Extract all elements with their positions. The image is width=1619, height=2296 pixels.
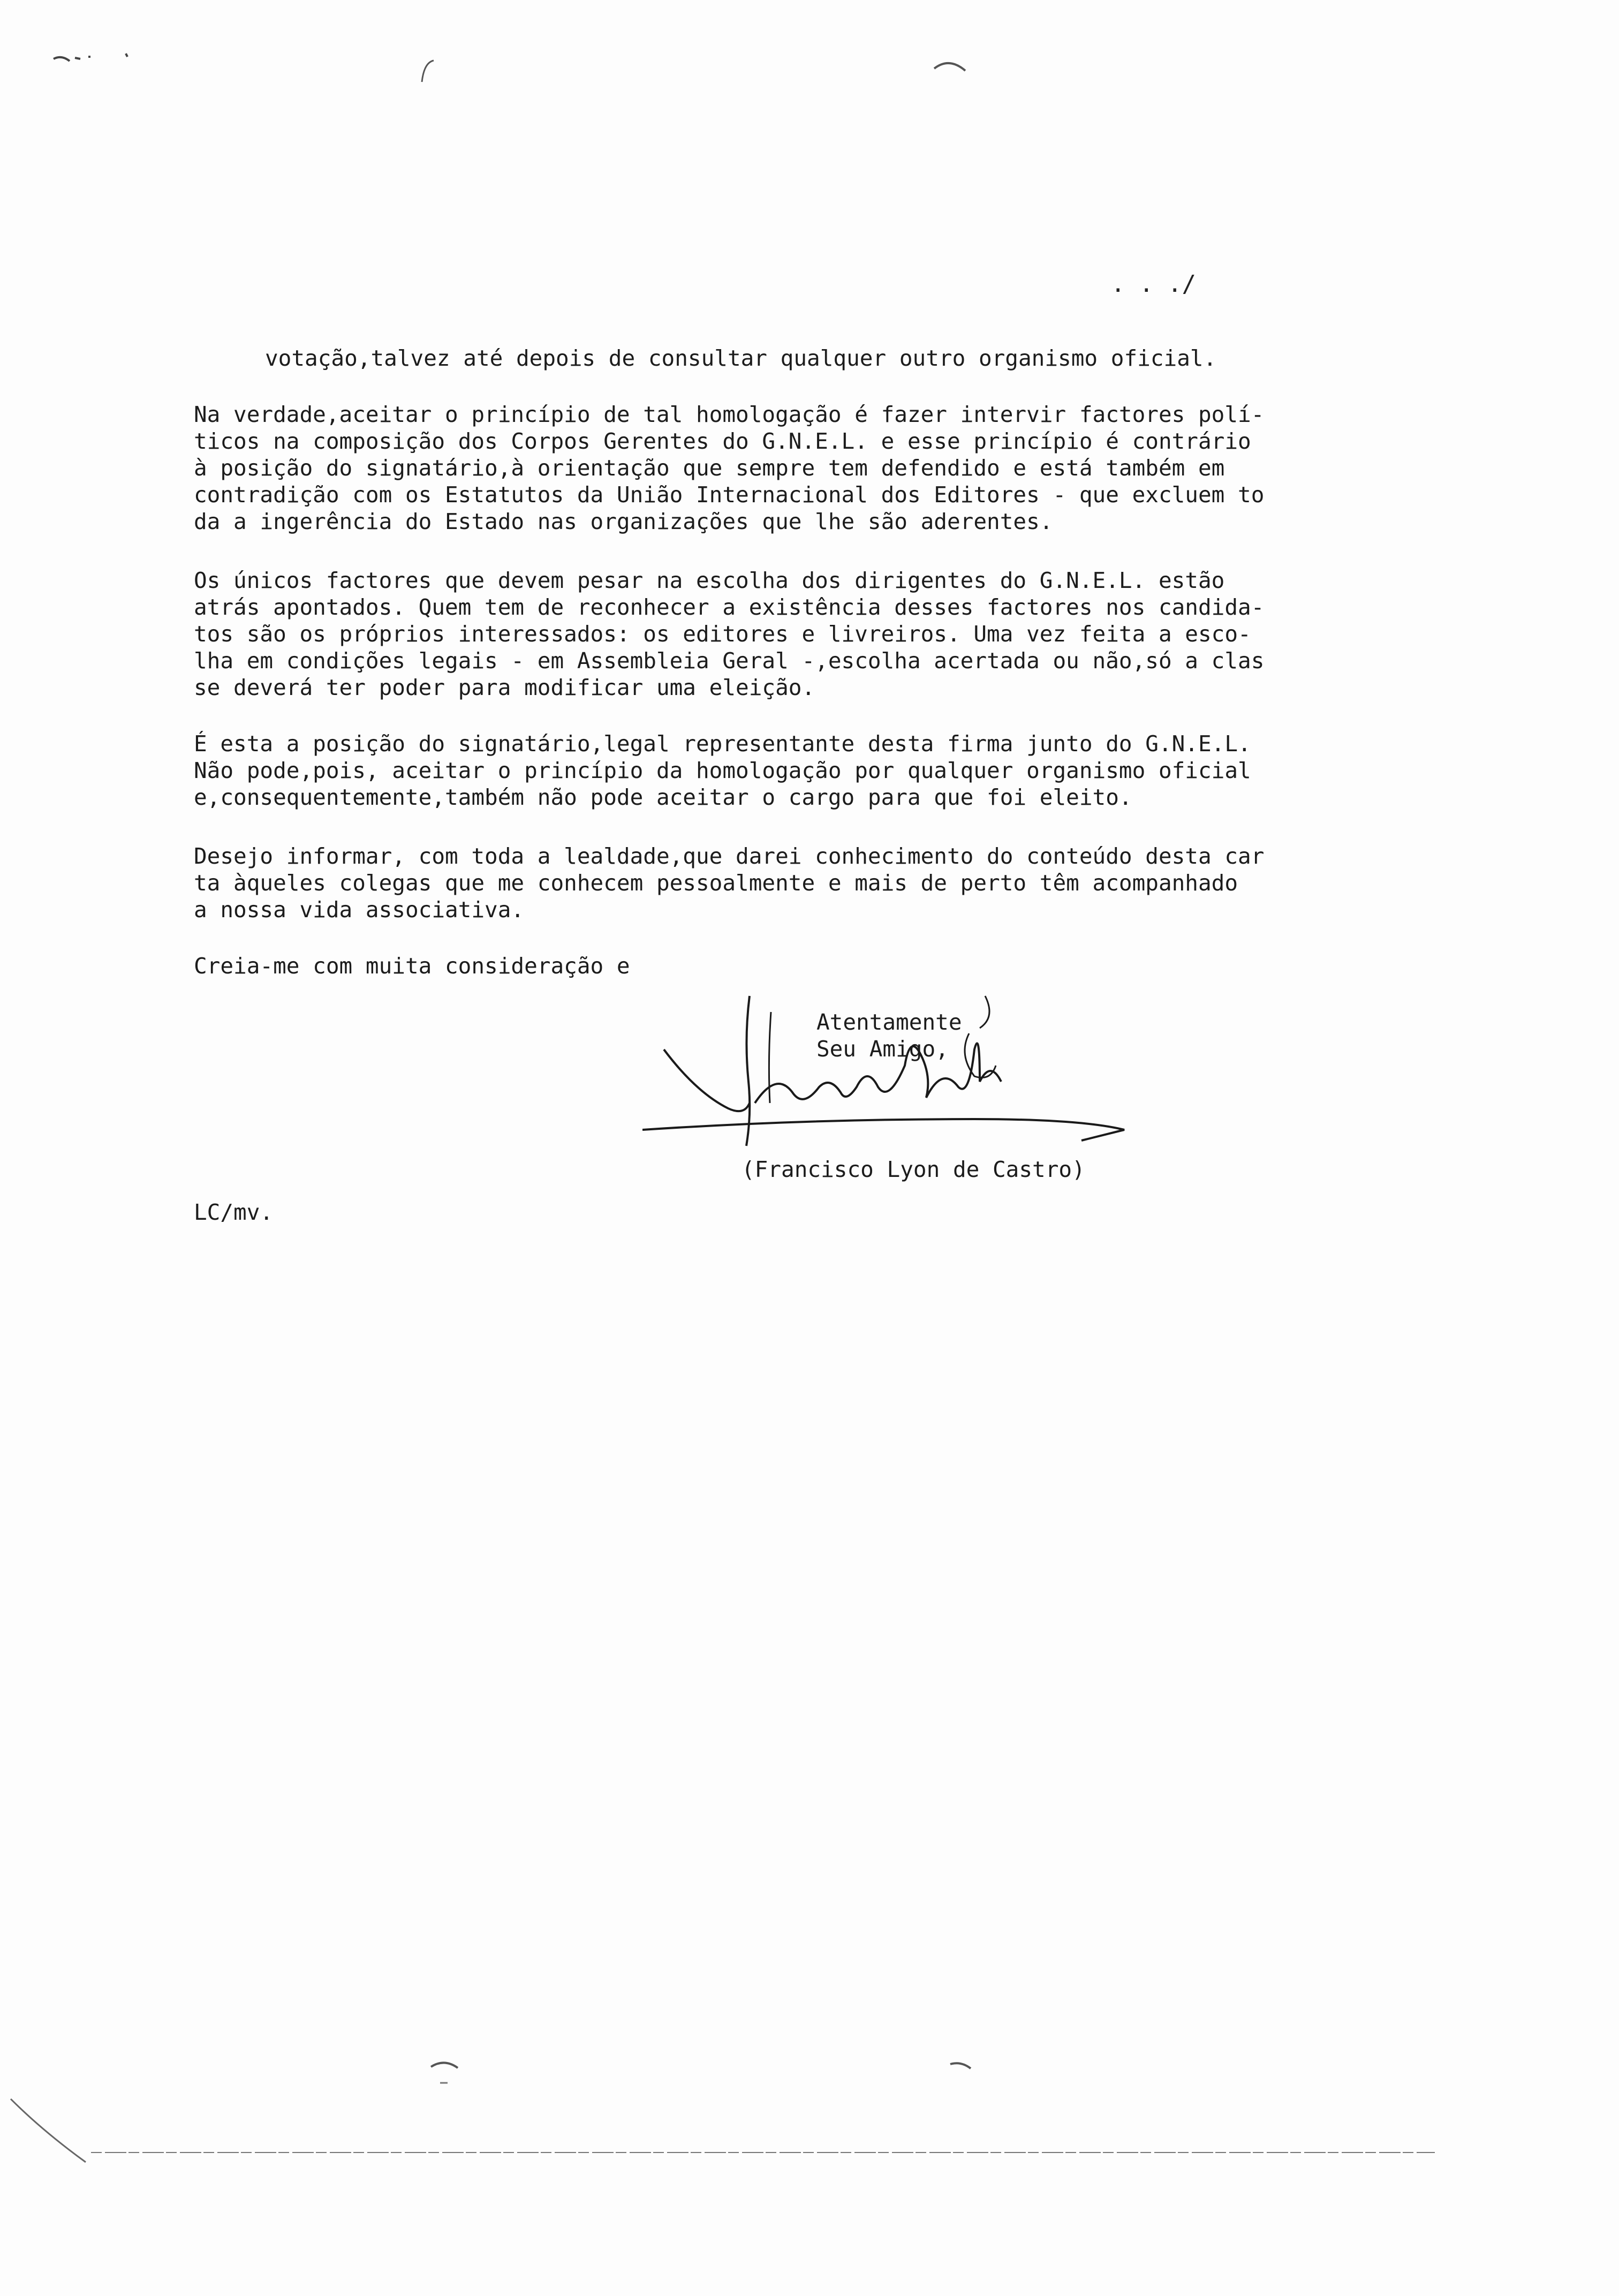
text-line: Não pode,pois, aceitar o princípio da homologação por qualquer organismo oficial	[194, 758, 1251, 783]
text-line: ticos na composição dos Corpos Gerentes do G.N.E.L. e esse princípio é contrário	[194, 428, 1251, 454]
text-line: ta àqueles colegas que me conhecem pessoalmente e mais de perto têm acompanhado	[194, 870, 1238, 896]
continuation-mark: . . ./	[1111, 270, 1196, 298]
text-line: lha em condições legais - em Assembleia Geral -,escolha acertada ou não,só a clas	[194, 648, 1265, 674]
text-line: Na verdade,aceitar o princípio de tal homologação é fazer intervir factores polí-	[194, 402, 1265, 427]
handwritten-signature	[642, 991, 1156, 1183]
text-line: contradição com os Estatutos da União Internacional dos Editores - que excluem to	[194, 482, 1265, 508]
text-line: Os únicos factores que devem pesar na escolha dos dirigentes do G.N.E.L. estão	[194, 568, 1225, 593]
punch-mark-left	[418, 56, 439, 88]
text-line: votação,talvez até depois de consultar qualquer outro organismo oficial.	[265, 345, 1217, 371]
text-line: se deverá ter poder para modificar uma eleição.	[194, 675, 815, 700]
closing-line: Seu Amigo,	[816, 1036, 949, 1062]
text-line: atrás apontados. Quem tem de reconhecer a existência desses factores nos candida-	[194, 594, 1265, 620]
bottom-punch-mark-left	[428, 2056, 460, 2088]
text-line: Creia-me com muita consideração e	[194, 953, 630, 979]
text-line: e,consequentemente,também não pode aceitar o cargo para que foi eleito.	[194, 784, 1132, 810]
punch-mark-right	[932, 54, 969, 75]
signatory-name: (Francisco Lyon de Castro)	[742, 1157, 1085, 1182]
corner-scribble-mark	[51, 43, 147, 75]
text-line: à posição do signatário,à orientação que sempre tem defendido e está também em	[194, 455, 1225, 481]
typist-initials: LC/mv.	[194, 1199, 274, 1225]
text-line: a nossa vida associativa.	[194, 897, 525, 923]
closing-line: Atentamente	[816, 1009, 962, 1035]
text-line: da a ingerência do Estado nas organizações que lhe são aderentes.	[194, 509, 1053, 534]
text-line: É esta a posição do signatário,legal representante desta firma junto do G.N.E.L.	[194, 731, 1251, 757]
page-fold-line	[0, 2088, 1619, 2174]
text-line: tos são os próprios interessados: os editores e livreiros. Uma vez feita a esco-	[194, 621, 1251, 647]
bottom-punch-mark-right	[948, 2059, 974, 2075]
text-line: Desejo informar, com toda a lealdade,que darei conhecimento do conteúdo desta car	[194, 843, 1265, 869]
